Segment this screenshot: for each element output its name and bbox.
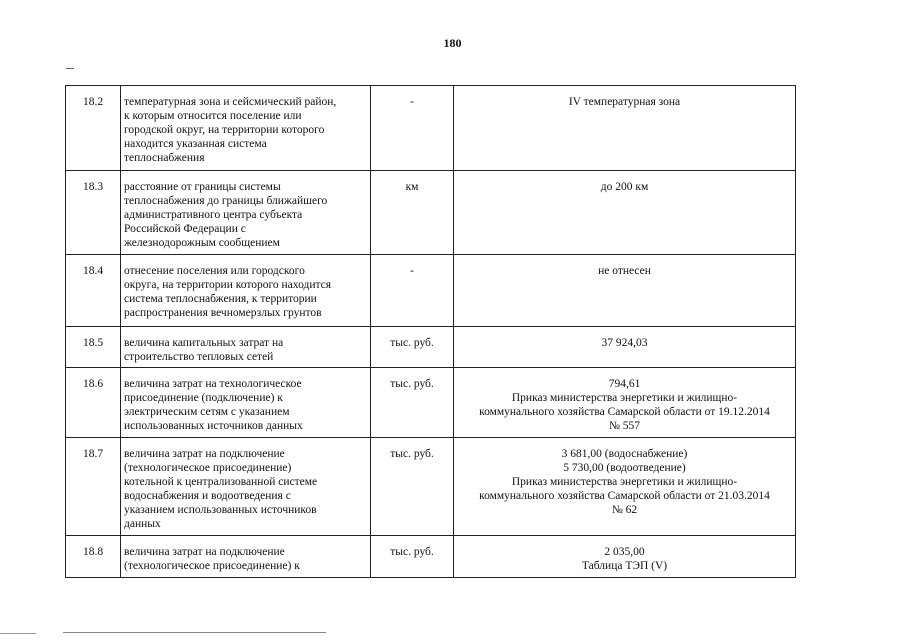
description-line: температурная зона и сейсмический район, xyxy=(124,96,337,108)
description-line: находится указанная система xyxy=(124,138,267,150)
row-number: 18.3 xyxy=(66,171,121,255)
value-line: 3 681,00 (водоснабжение) xyxy=(561,448,688,460)
row-description xyxy=(121,171,371,255)
parameters-table xyxy=(65,85,796,578)
row-description xyxy=(121,327,371,368)
description-line: величина капитальных затрат на xyxy=(124,337,284,349)
value-line: № 557 xyxy=(608,420,641,432)
value-line: Таблица ТЭП (V) xyxy=(581,560,668,572)
row-value xyxy=(454,536,796,578)
row-description xyxy=(121,255,371,327)
description-line: водоснабжения и водоотведения с xyxy=(124,490,291,502)
description-line: Российской Федерации с xyxy=(124,223,246,235)
table-row xyxy=(66,368,796,438)
row-number: 18.6 xyxy=(66,368,121,438)
row-description xyxy=(121,86,371,171)
description-line: электрическим сетям с указанием xyxy=(124,406,290,418)
description-line: к которым относится поселение или xyxy=(124,110,302,122)
row-unit: тыс. руб. xyxy=(371,438,454,536)
table-row xyxy=(66,536,796,578)
value-line: 2 035,00 xyxy=(604,546,645,558)
row-number: 18.5 xyxy=(66,327,121,368)
table-row xyxy=(66,255,796,327)
value-line: Приказ министерства энергетики и жилищно- xyxy=(511,392,738,404)
value-line: 794,61 xyxy=(608,378,641,390)
value-line: № 62 xyxy=(611,504,638,516)
row-value xyxy=(454,86,796,171)
description-line: использованных источников данных xyxy=(124,420,303,432)
value-line: не отнесен xyxy=(598,265,651,277)
value-line: IV температурная зона xyxy=(568,96,681,108)
row-value xyxy=(454,438,796,536)
value-line: коммунального хозяйства Самарской области от 19.12.2014 xyxy=(479,406,770,418)
description-line: (технологическое присоединение) xyxy=(124,462,292,474)
description-line: железнодорожным сообщением xyxy=(124,237,280,249)
table-row xyxy=(66,438,796,536)
row-number: 18.4 xyxy=(66,255,121,327)
value-line: 37 924,03 xyxy=(601,337,648,349)
description-line: величина затрат на технологическое xyxy=(124,378,302,390)
description-line: (технологическое присоединение) к xyxy=(124,560,300,572)
description-line: расстояние от границы системы xyxy=(124,181,281,193)
row-unit: км xyxy=(371,171,454,255)
row-unit: - xyxy=(371,255,454,327)
description-line: распространения вечномерзлых грунтов xyxy=(124,307,322,319)
row-value xyxy=(454,171,796,255)
row-description xyxy=(121,536,371,578)
footer-rule-left xyxy=(0,633,36,634)
table-body xyxy=(66,86,796,578)
value-line: коммунального хозяйства Самарской области от 21.03.2014 xyxy=(479,490,770,502)
row-number: 18.7 xyxy=(66,438,121,536)
description-line: городской округ, на территории которого xyxy=(124,124,325,136)
table-row xyxy=(66,327,796,368)
description-line: величина затрат на подключение xyxy=(124,546,285,558)
table-row xyxy=(66,86,796,171)
row-unit: тыс. руб. xyxy=(371,368,454,438)
description-line: данных xyxy=(124,518,161,530)
description-line: величина затрат на подключение xyxy=(124,448,285,460)
description-line: строительство тепловых сетей xyxy=(124,351,274,363)
page-number: 180 xyxy=(443,36,462,50)
row-value xyxy=(454,327,796,368)
description-line: теплоснабжения xyxy=(124,152,205,164)
row-value xyxy=(454,255,796,327)
description-line: теплоснабжения до границы ближайшего xyxy=(124,195,328,207)
row-number: 18.8 xyxy=(66,536,121,578)
row-unit: - xyxy=(371,86,454,171)
value-line: 5 730,00 (водоотведение) xyxy=(563,462,686,474)
margin-mark xyxy=(66,68,74,69)
description-line: котельной к централизованной системе xyxy=(124,476,318,488)
description-line: система теплоснабжения, к территории xyxy=(124,293,317,305)
footer-rule xyxy=(63,632,326,633)
row-unit: тыс. руб. xyxy=(371,327,454,368)
value-line: до 200 км xyxy=(600,181,649,193)
row-description xyxy=(121,368,371,438)
value-line: Приказ министерства энергетики и жилищно- xyxy=(511,476,738,488)
description-line: отнесение поселения или городского xyxy=(124,265,305,277)
description-line: присоединение (подключение) к xyxy=(124,392,283,404)
description-line: указанием использованных источников xyxy=(124,504,317,516)
row-description xyxy=(121,438,371,536)
row-unit: тыс. руб. xyxy=(371,536,454,578)
row-value xyxy=(454,368,796,438)
description-line: административного центра субъекта xyxy=(124,209,303,221)
table-row xyxy=(66,171,796,255)
description-line: округа, на территории которого находится xyxy=(124,279,332,291)
row-number: 18.2 xyxy=(66,86,121,171)
